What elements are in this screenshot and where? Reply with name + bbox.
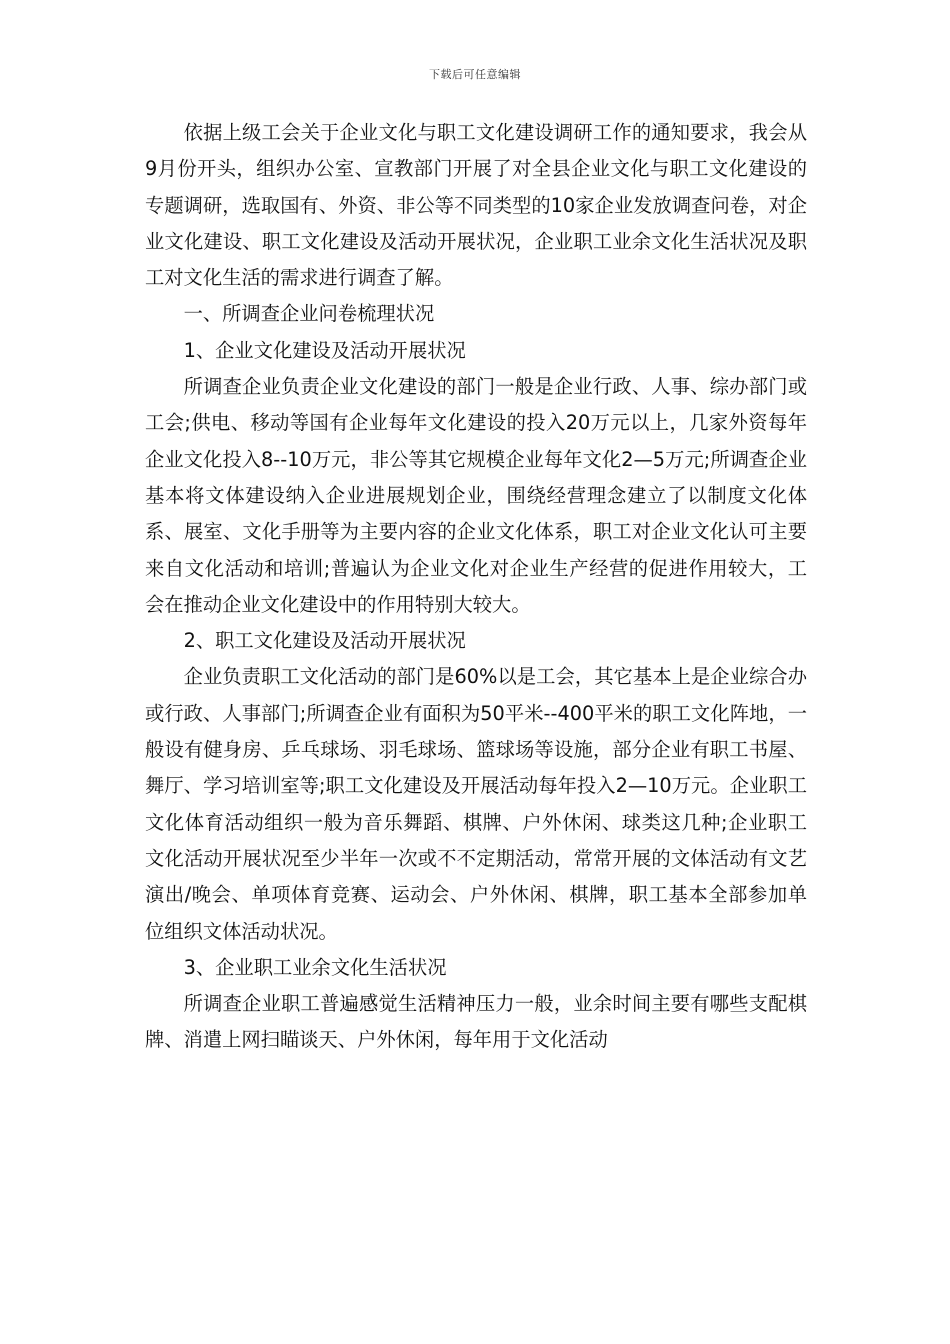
subsection-heading-1: 1、企业文化建设及活动开展状况: [183, 338, 466, 362]
paragraph-employee-culture: 企业负责职工文化活动的部门是60%以是工会，其它基本上是企业综合办或行政、人事部门;所调查企业有面积为50平米--400平米的职工文化阵地，一般设有健身房、乒乓球场、羽毛球场、篮球场等设施，部分企业有职工书屋、舞厅、学习培训室等;职工文化建设及开展活动每年投入2—10万元。企业职工文化体育活动组织一般为音乐舞蹈、棋牌、户外休闲、球类这几种;企业职工文化活动开展状况至少半年一次或不不定期活动，常常开展的文体活动有文艺演出/晚会、单项体育竞赛、运动会、户外休闲、棋牌，职工基本全部参加单位组织文体活动状况。: [145, 665, 807, 943]
paragraph-enterprise-culture: 所调查企业负责企业文化建设的部门一般是企业行政、人事、综办部门或工会;供电、移动等国有企业每年文化建设的投入20万元以上，几家外资每年企业文化投入8--10万元，非公等其它规模企业每年文化2—5万元;所调查企业基本将文体建设纳入企业进展规划企业，围绕经营理念建立了以制度文化体系、展室、文化手册等为主要内容的企业文化体系，职工对企业文化认可主要来自文化活动和培训;普遍认为企业文化对企业生产经营的促进作用较大，工会在推动企业文化建设中的作用特别大较大。: [145, 375, 807, 616]
paragraph-spare-time-life: 所调查企业职工普遍感觉生活精神压力一般，业余时间主要有哪些支配棋牌、消遣上网扫瞄谈天、户外休闲，每年用于文化活动: [145, 992, 807, 1052]
section-heading-1: 一、所调查企业问卷梳理状况: [183, 302, 435, 326]
subsection-heading-2: 2、职工文化建设及活动开展状况: [183, 629, 466, 653]
subsection-heading-3: 3、企业职工业余文化生活状况: [183, 955, 447, 979]
document-body: [145, 115, 807, 1059]
intro-paragraph: 依据上级工会关于企业文化与职工文化建设调研工作的通知要求，我会从9月份开头，组织办公室、宣教部门开展了对全县企业文化与职工文化建设的专题调研，选取国有、外资、非公等不同类型的10家企业发放调查问卷，对企业文化建设、职工文化建设及活动开展状况，企业职工业余文化生活状况及职工对文化生活的需求进行调查了解。: [145, 121, 807, 290]
page-header-note: 下载后可任意编辑: [429, 68, 521, 81]
